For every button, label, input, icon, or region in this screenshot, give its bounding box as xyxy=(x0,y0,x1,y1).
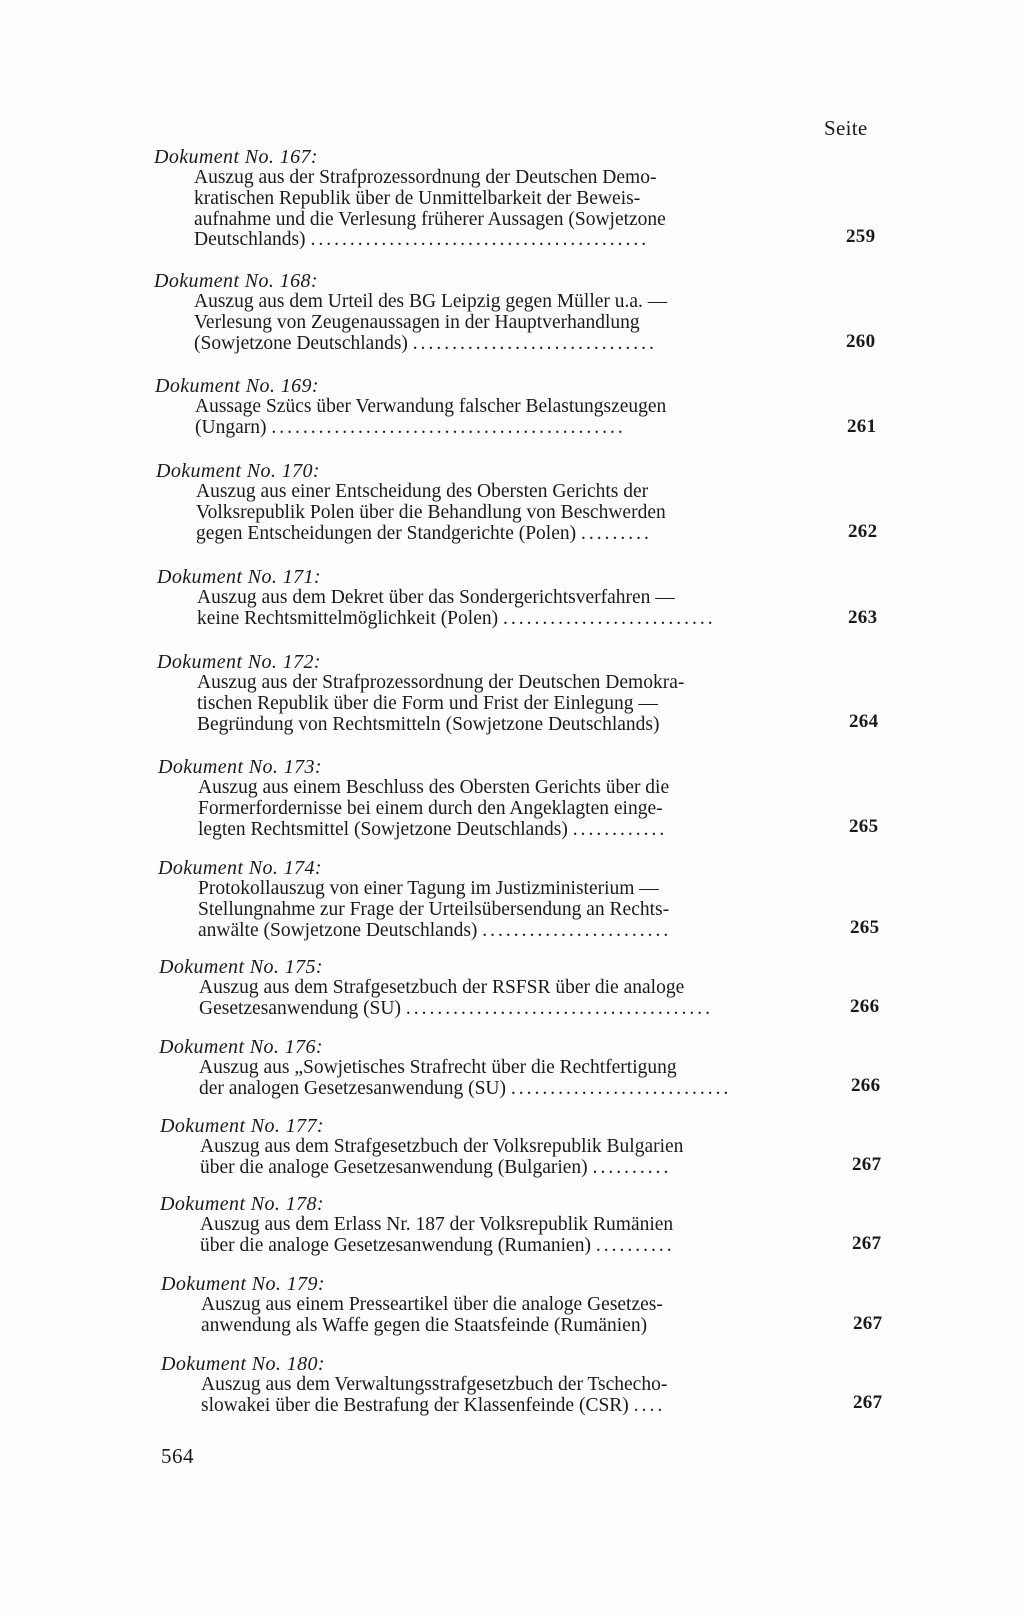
toc-entry xyxy=(158,857,898,941)
page-reference: 267 xyxy=(852,1154,882,1175)
description-line: Auszug aus einem Beschluss des Obersten Gerichts über die xyxy=(198,777,670,798)
description-line: aufnahme und die Verlesung früherer Aussagen (Sowjetzone xyxy=(194,208,666,230)
page-reference: 261 xyxy=(847,416,877,437)
document-description xyxy=(200,1137,822,1179)
document-title: Dokument No. 174: xyxy=(158,857,322,879)
description-line: der analogen Gesetzesanwendung (SU) xyxy=(199,1077,507,1099)
description-line: Deutschlands) xyxy=(194,229,306,251)
description-line: Begründung von Rechtsmitteln (Sowjetzone Deutschlands) xyxy=(197,713,660,735)
description-line: Auszug aus der Strafprozessordnung der Deutschen Demo- xyxy=(194,167,657,188)
document-title: Dokument No. 167: xyxy=(154,146,318,168)
toc-entry xyxy=(154,270,894,354)
dot-leaders: ............................... xyxy=(412,332,657,354)
toc-entry xyxy=(157,651,897,735)
description-line: Auszug aus dem Dekret über das Sondergerichtsverfahren — xyxy=(197,587,675,608)
description-line: Auszug aus dem Strafgesetzbuch der Volksrepublik Bulgarien xyxy=(200,1136,684,1157)
description-line: (Sowjetzone Deutschlands) xyxy=(194,332,408,354)
description-line: Protokollauszug von einer Tagung im Justizministerium — xyxy=(198,878,659,899)
page-reference: 265 xyxy=(850,917,880,938)
document-title: Dokument No. 176: xyxy=(159,1036,323,1058)
dot-leaders: ........................................... xyxy=(310,229,650,251)
page-reference: 263 xyxy=(848,607,878,628)
toc-entry xyxy=(159,956,899,1020)
description-line: Stellungnahme zur Frage der Urteilsübersendung an Rechts- xyxy=(198,898,670,920)
dot-leaders: ........................ xyxy=(482,919,672,941)
toc-entry xyxy=(159,1036,899,1100)
description-line: keine Rechtsmittelmöglichkeit (Polen) xyxy=(197,607,499,629)
document-description xyxy=(194,292,816,354)
description-line: Verlesung von Zeugenaussagen in der Hauptverhandlung xyxy=(194,311,640,333)
description-line: Auszug aus der Strafprozessordnung der Deutschen Demokra- xyxy=(197,672,685,693)
document-description xyxy=(195,397,817,439)
document-title: Dokument No. 172: xyxy=(157,651,321,673)
page-reference: 265 xyxy=(849,816,879,837)
toc-entry xyxy=(157,566,897,630)
description-line: über die analoge Gesetzesanwendung (Bulgarien) xyxy=(200,1156,588,1178)
page-number: 564 xyxy=(161,1444,194,1468)
description-line: anwendung als Waffe gegen die Staatsfeinde (Rumänien) xyxy=(201,1314,648,1336)
page-reference: 267 xyxy=(853,1313,883,1334)
document-title: Dokument No. 170: xyxy=(156,460,320,482)
document-description xyxy=(194,168,816,251)
dot-leaders: ............................ xyxy=(510,1077,732,1099)
page-reference: 264 xyxy=(849,711,879,732)
dot-leaders: .......... xyxy=(595,1234,675,1256)
description-line: Auszug aus dem Urteil des BG Leipzig gegen Müller u.a. — xyxy=(194,291,668,312)
document-title: Dokument No. 175: xyxy=(159,956,323,978)
toc-entry xyxy=(160,1115,900,1179)
document-description xyxy=(196,482,818,544)
document-description xyxy=(201,1295,823,1337)
description-line: Aussage Szücs über Verwandung falscher Belastungszeugen xyxy=(195,396,667,417)
dot-leaders: .......... xyxy=(592,1156,672,1178)
document-description xyxy=(200,1215,822,1257)
toc-entry xyxy=(161,1353,901,1417)
description-line: Gesetzesanwendung (SU) xyxy=(199,997,401,1019)
document-title: Dokument No. 178: xyxy=(160,1193,324,1215)
description-line: legten Rechtsmittel (Sowjetzone Deutschlands) xyxy=(198,818,568,840)
page-reference: 267 xyxy=(853,1392,883,1413)
description-line: Auszug aus dem Erlass Nr. 187 der Volksrepublik Rumänien xyxy=(200,1214,674,1235)
document-title: Dokument No. 179: xyxy=(161,1273,325,1295)
description-line: Auszug aus „Sowjetisches Strafrecht über die Rechtfertigung xyxy=(199,1057,677,1078)
toc-entry xyxy=(161,1273,901,1337)
document-description xyxy=(197,588,819,630)
description-line: slowakei über die Bestrafung der Klassenfeinde (CSR) xyxy=(201,1394,629,1416)
document-description xyxy=(197,673,819,735)
page-reference: 266 xyxy=(851,1075,881,1096)
description-line: Volksrepublik Polen über die Behandlung von Beschwerden xyxy=(196,501,666,523)
description-line: Formerfordernisse bei einem durch den Angeklagten einge- xyxy=(198,797,663,819)
page-reference: 259 xyxy=(846,226,876,247)
description-line: (Ungarn) xyxy=(195,416,267,438)
dot-leaders: ............................................. xyxy=(271,416,626,438)
document-title: Dokument No. 171: xyxy=(157,566,321,588)
document-description xyxy=(198,879,820,941)
description-line: Auszug aus einer Entscheidung des Obersten Gerichts der xyxy=(196,481,649,502)
dot-leaders: ............ xyxy=(572,818,668,840)
document-title: Dokument No. 173: xyxy=(158,756,322,778)
dot-leaders: .... xyxy=(633,1394,666,1416)
toc-entry xyxy=(156,460,896,544)
toc-entry xyxy=(158,756,898,840)
document-title: Dokument No. 169: xyxy=(155,375,319,397)
description-line: tischen Republik über die Form und Frist der Einlegung — xyxy=(197,692,658,714)
toc-entry xyxy=(155,375,895,439)
description-line: kratischen Republik über de Unmittelbarkeit der Beweis- xyxy=(194,187,641,209)
toc-entry xyxy=(154,146,894,251)
document-title: Dokument No. 180: xyxy=(161,1353,325,1375)
document-description xyxy=(199,978,821,1020)
page-reference: 260 xyxy=(846,331,876,352)
dot-leaders: ....................................... xyxy=(405,997,713,1019)
description-line: über die analoge Gesetzesanwendung (Rumanien) xyxy=(200,1234,591,1256)
document-title: Dokument No. 177: xyxy=(160,1115,324,1137)
page-reference: 266 xyxy=(850,996,880,1017)
description-line: Auszug aus dem Verwaltungsstrafgesetzbuch der Tschecho- xyxy=(201,1374,668,1395)
dot-leaders: ........................... xyxy=(502,607,716,629)
description-line: gegen Entscheidungen der Standgerichte (Polen) xyxy=(196,522,577,544)
description-line: anwälte (Sowjetzone Deutschlands) xyxy=(198,919,478,941)
document-title: Dokument No. 168: xyxy=(154,270,318,292)
seite-column-header: Seite xyxy=(824,116,868,140)
document-description xyxy=(198,778,820,840)
page-reference: 267 xyxy=(852,1233,882,1254)
description-line: Auszug aus dem Strafgesetzbuch der RSFSR über die analoge xyxy=(199,977,685,998)
toc-entry xyxy=(160,1193,900,1257)
document-description xyxy=(199,1058,821,1100)
document-description xyxy=(201,1375,823,1417)
description-line: Auszug aus einem Presseartikel über die analoge Gesetzes- xyxy=(201,1294,663,1315)
dot-leaders: ......... xyxy=(581,522,652,544)
page-reference: 262 xyxy=(848,521,878,542)
